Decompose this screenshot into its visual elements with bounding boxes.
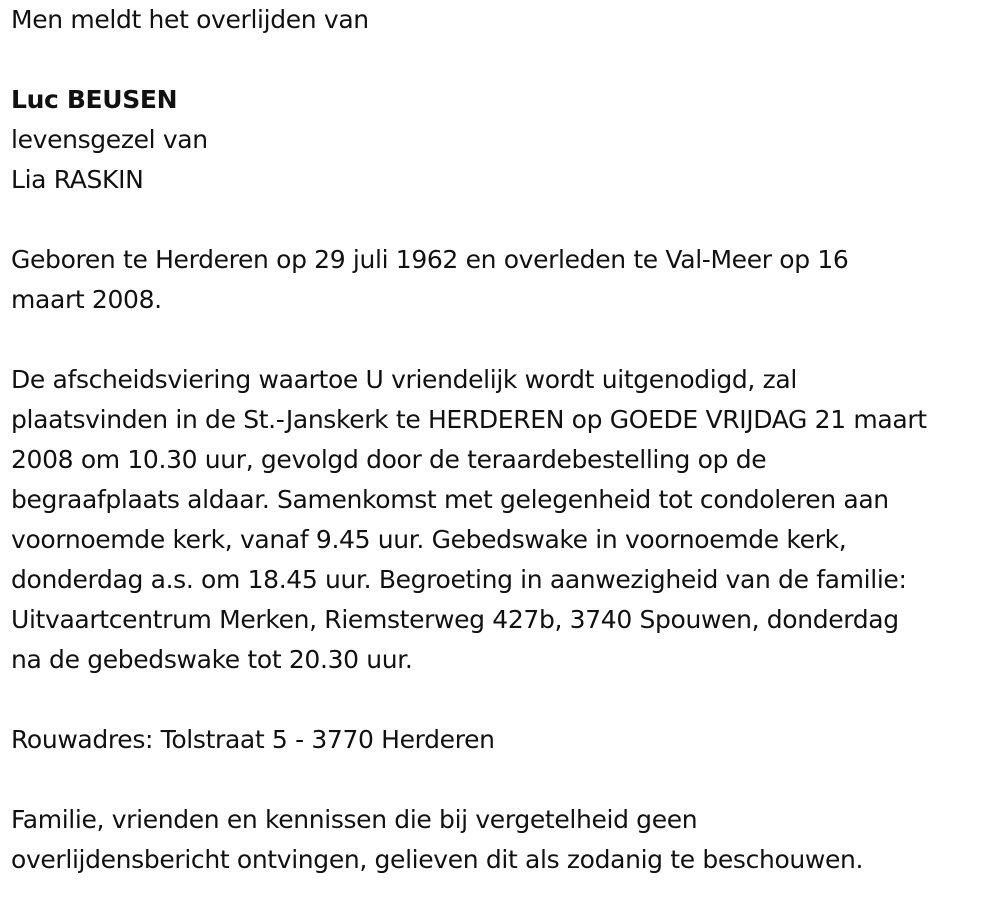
birth-death-paragraph [11, 240, 996, 320]
paragraph-line: na de gebedswake tot 20.30 uur. [11, 645, 413, 674]
paragraph-line: voornoemde kerk, vanaf 9.45 uur. Gebedswake in voornoemde kerk, [11, 525, 847, 554]
closing-paragraph [11, 800, 996, 880]
mourning-address: Rouwadres: Tolstraat 5 - 3770 Herderen [11, 725, 495, 754]
spacer [11, 320, 996, 360]
paragraph-line: overlijdensbericht ontvingen, gelieven dit als zodanig te beschouwen. [11, 845, 864, 874]
ceremony-paragraph [11, 360, 996, 680]
spacer [11, 760, 996, 800]
relation-text: levensgezel van [11, 125, 208, 154]
paragraph-line: Familie, vrienden en kennissen die bij vergetelheid geen [11, 805, 698, 834]
paragraph-line: 2008 om 10.30 uur, gevolgd door de teraardebestelling op de [11, 445, 767, 474]
paragraph-line: Uitvaartcentrum Merken, Riemsterweg 427b, 3740 Spouwen, donderdag [11, 605, 899, 634]
paragraph-line: plaatsvinden in de St.-Janskerk te HERDEREN op GOEDE VRIJDAG 21 maart [11, 405, 927, 434]
paragraph-line: Geboren te Herderen op 29 juli 1962 en overleden te Val-Meer op 16 [11, 245, 849, 274]
paragraph-line: begraafplaats aldaar. Samenkomst met gelegenheid tot condoleren aan [11, 485, 889, 514]
paragraph-line: De afscheidsviering waartoe U vriendelijk wordt uitgenodigd, zal [11, 365, 797, 394]
spacer [11, 680, 996, 720]
spacer [11, 40, 996, 80]
spacer [11, 200, 996, 240]
paragraph-line: donderdag a.s. om 18.45 uur. Begroeting in aanwezigheid van de familie: [11, 565, 907, 594]
intro-text: Men meldt het overlijden van [11, 5, 369, 34]
deceased-name: Luc BEUSEN [11, 85, 178, 114]
obituary-document [11, 0, 996, 880]
partner-name: Lia RASKIN [11, 165, 144, 194]
paragraph-line: maart 2008. [11, 285, 162, 314]
